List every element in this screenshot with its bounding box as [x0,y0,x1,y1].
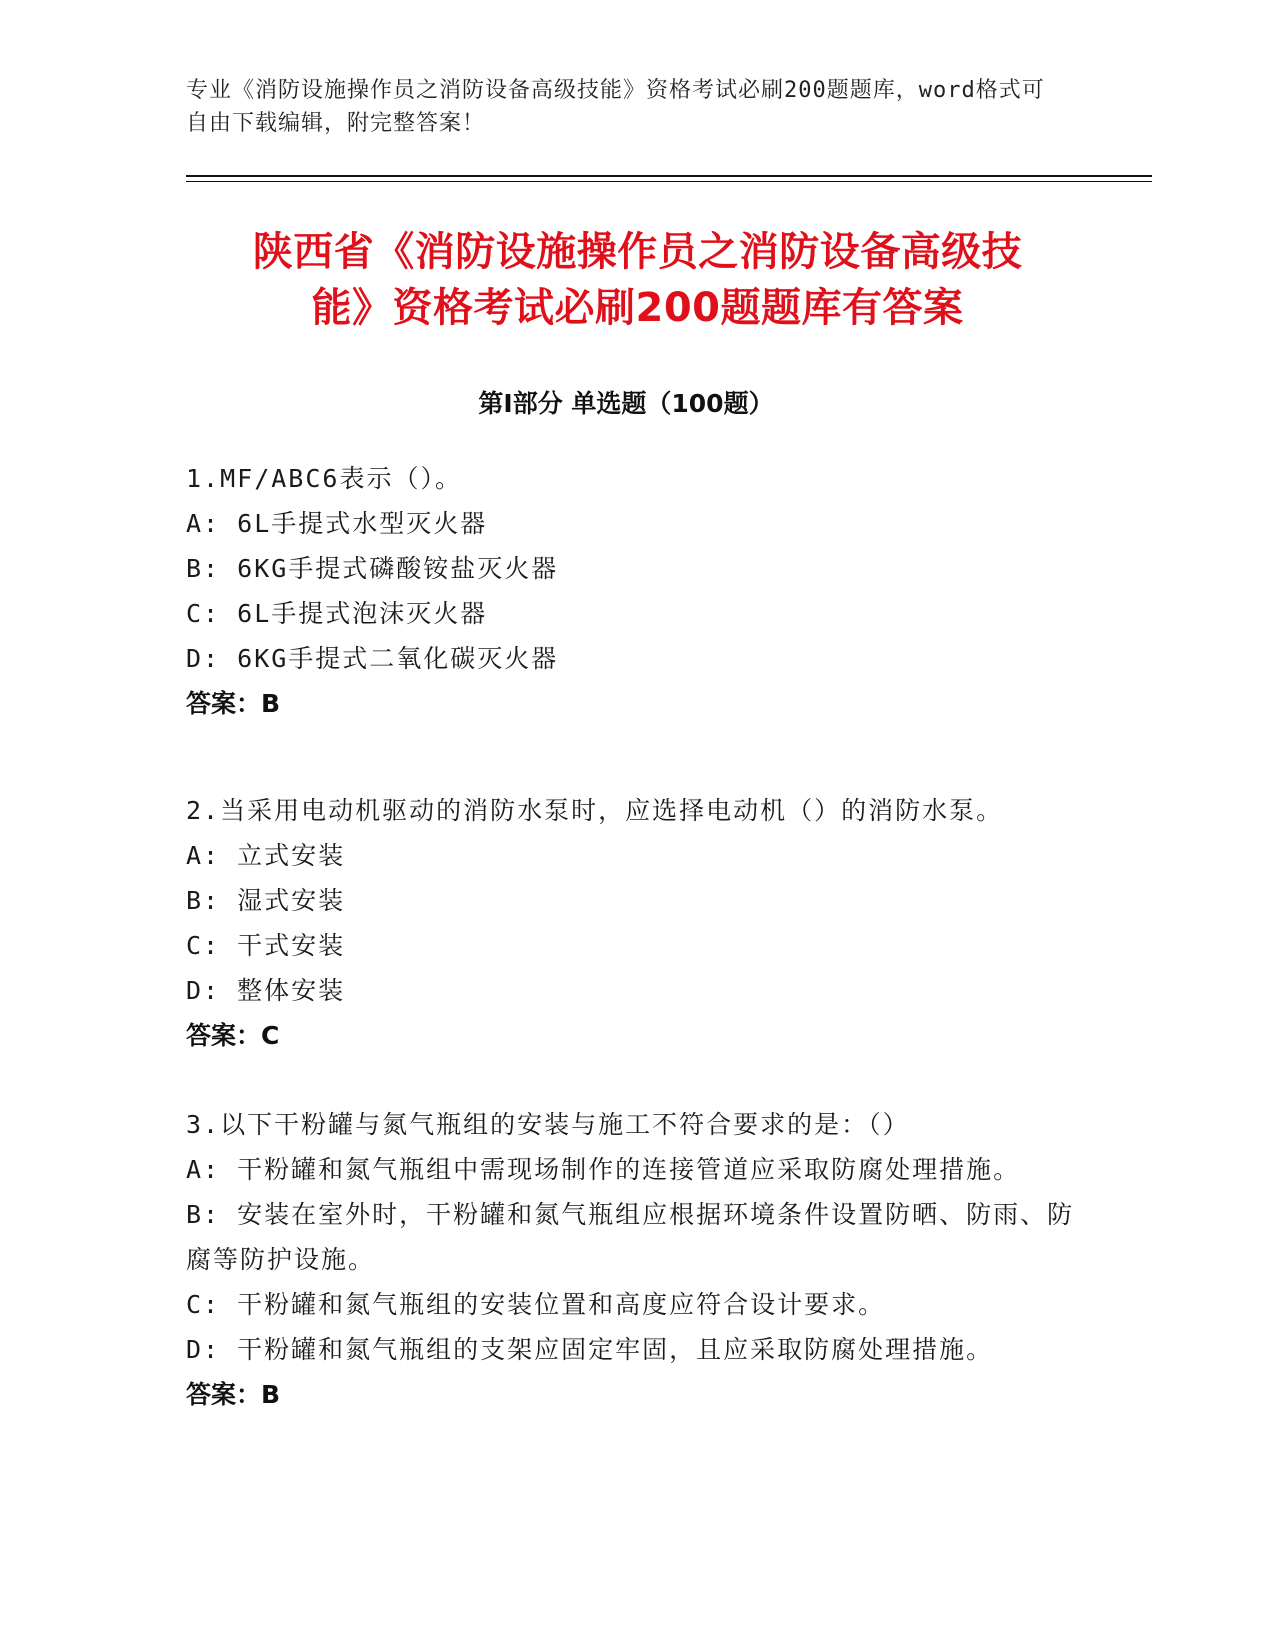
option-d: D: 整体安装 [186,976,346,1005]
option-a: A: 立式安装 [186,841,346,870]
document-title [150,224,1125,336]
option-c: C: 6L手提式泡沫灭火器 [186,599,488,628]
option-b: B: 安装在室外时，干粉罐和氮气瓶组应根据环境条件设置防晒、防雨、防腐等防护设施。 [186,1200,1075,1274]
section-title: 第Ⅰ部分 单选题（100题） [478,389,774,418]
option-a: A: 6L手提式水型灭火器 [186,509,488,538]
option-c: C: 干式安装 [186,931,346,960]
option-d: D: 6KG手提式二氧化碳灭火器 [186,644,559,673]
header-divider-thin [186,181,1152,182]
question-stem: 3.以下干粉罐与氮气瓶组的安装与施工不符合要求的是：（） [186,1110,910,1139]
document-title-line-1: 陕西省《消防设施操作员之消防设备高级技 [252,229,1023,275]
question-stem: 2.当采用电动机驱动的消防水泵时，应选择电动机（）的消防水泵。 [186,796,1004,825]
question-3 [186,1102,1086,1417]
answer: 答案：B [186,689,281,718]
option-c: C: 干粉罐和氮气瓶组的安装位置和高度应符合设计要求。 [186,1290,886,1319]
header-note: 专业《消防设施操作员之消防设备高级技能》资格考试必刷200题题库，word格式可自由下载编辑，附完整答案！ [186,78,1045,136]
answer: 答案：C [186,1021,280,1050]
option-a: A: 干粉罐和氮气瓶组中需现场制作的连接管道应采取防腐处理措施。 [186,1155,1021,1184]
question-stem: 1.MF/ABC6表示（）。 [186,464,462,493]
header-divider-thick [186,175,1152,177]
option-d: D: 干粉罐和氮气瓶组的支架应固定牢固，且应采取防腐处理措施。 [186,1335,994,1364]
document-title-line-2: 能》资格考试必刷200题题库有答案 [311,285,964,331]
question-2 [186,788,1086,1058]
answer: 答案：B [186,1380,281,1409]
option-b: B: 6KG手提式磷酸铵盐灭火器 [186,554,559,583]
question-1 [186,456,1086,726]
option-b: B: 湿式安装 [186,886,346,915]
